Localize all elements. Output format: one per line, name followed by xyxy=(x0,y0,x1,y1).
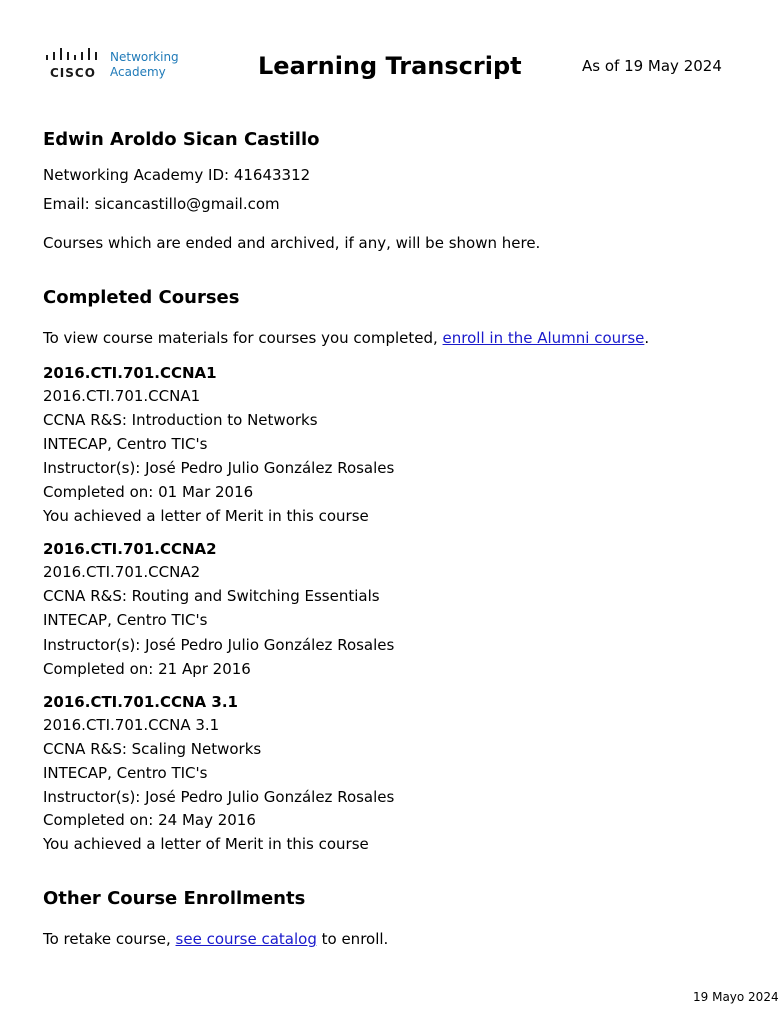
footer-date: 19 Mayo 2024 xyxy=(693,990,779,1004)
course-completed-on: Completed on: 21 Apr 2016 xyxy=(43,660,251,678)
page-title: Learning Transcript xyxy=(258,52,522,80)
course-completed-on: Completed on: 24 May 2016 xyxy=(43,811,256,829)
logo-wordmark: CISCO xyxy=(50,66,96,80)
course-instructor: Instructor(s): José Pedro Julio González Rosales xyxy=(43,459,395,477)
course-code: 2016.CTI.701.CCNA1 xyxy=(43,387,201,405)
course-code: 2016.CTI.701.CCNA2 xyxy=(43,563,201,581)
course-code: 2016.CTI.701.CCNA 3.1 xyxy=(43,716,220,734)
course-name: CCNA R&S: Scaling Networks xyxy=(43,740,262,758)
course-name: CCNA R&S: Routing and Switching Essentials xyxy=(43,587,380,605)
course-institution: INTECAP, Centro TIC's xyxy=(43,435,208,453)
course-instructor: Instructor(s): José Pedro Julio González Rosales xyxy=(43,788,395,806)
alumni-intro-prefix: To view course materials for courses you completed, xyxy=(43,329,443,347)
course-name: CCNA R&S: Introduction to Networks xyxy=(43,411,318,429)
course-merit: You achieved a letter of Merit in this course xyxy=(43,507,369,525)
catalog-intro-prefix: To retake course, xyxy=(43,930,176,948)
course-institution: INTECAP, Centro TIC's xyxy=(43,764,208,782)
course-title: 2016.CTI.701.CCNA1 xyxy=(43,364,217,382)
course-institution: INTECAP, Centro TIC's xyxy=(43,611,208,629)
course-merit: You achieved a letter of Merit in this course xyxy=(43,835,369,853)
course-title: 2016.CTI.701.CCNA2 xyxy=(43,540,217,558)
catalog-intro-suffix: to enroll. xyxy=(316,930,389,948)
logo-program-line1: Networking xyxy=(110,50,179,64)
catalog-intro xyxy=(43,930,388,948)
course-instructor: Instructor(s): José Pedro Julio González Rosales xyxy=(43,636,395,654)
course-title: 2016.CTI.701.CCNA 3.1 xyxy=(43,693,238,711)
student-email: Email: sicancastillo@gmail.com xyxy=(43,195,280,213)
cisco-bars-icon xyxy=(44,46,104,64)
page-header xyxy=(0,0,768,110)
academy-id: Networking Academy ID: 41643312 xyxy=(43,166,311,184)
alumni-intro xyxy=(43,329,649,347)
alumni-intro-suffix: . xyxy=(644,329,650,347)
as-of-date: As of 19 May 2024 xyxy=(582,57,722,75)
cisco-networking-academy-logo xyxy=(44,46,184,86)
logo-program-name xyxy=(110,50,179,80)
course-catalog-link[interactable]: see course catalog xyxy=(175,930,317,948)
completed-courses-heading: Completed Courses xyxy=(43,287,240,308)
archived-note: Courses which are ended and archived, if any, will be shown here. xyxy=(43,234,541,252)
alumni-course-link[interactable]: enroll in the Alumni course xyxy=(442,329,645,347)
logo-program-line2: Academy xyxy=(110,65,166,79)
course-completed-on: Completed on: 01 Mar 2016 xyxy=(43,483,254,501)
other-enrollments-heading: Other Course Enrollments xyxy=(43,888,306,909)
student-name: Edwin Aroldo Sican Castillo xyxy=(43,129,320,150)
